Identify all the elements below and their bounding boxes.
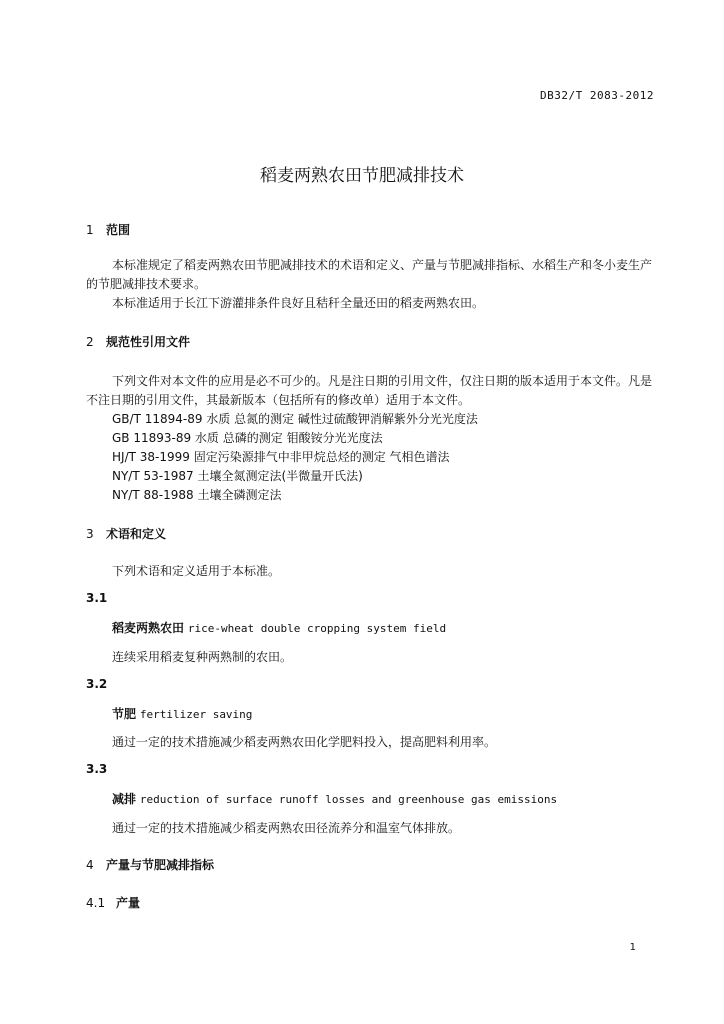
term-definition: 通过一定的技术措施减少稻麦两熟农田径流养分和温室气体排放。 [112, 821, 461, 835]
reference-item: HJ/T 38-1999 固定污染源排气中非甲烷总烃的测定 气相色谱法 [112, 450, 450, 464]
term-chinese: 减排 [112, 792, 137, 806]
section-3-heading [86, 525, 166, 542]
term-number: 3.2 [86, 677, 108, 691]
term-english: fertilizer saving [139, 708, 253, 721]
term-heading [112, 619, 446, 636]
document-title: 稻麦两熟农田节肥减排技术 [260, 166, 464, 186]
reference-item: GB 11893-89 水质 总磷的测定 钼酸铵分光光度法 [112, 431, 383, 445]
section-4-heading [86, 856, 214, 873]
page-number: 1 [629, 942, 636, 953]
reference-item: NY/T 88-1988 土壤全磷测定法 [112, 488, 282, 502]
section-1-heading [86, 221, 130, 238]
term-chinese: 节肥 [112, 707, 137, 721]
section-title: 规范性引用文件 [106, 335, 191, 349]
document-number: DB32/T 2083-2012 [540, 89, 654, 102]
subsection-4-1-heading [86, 894, 140, 911]
term-definition: 连续采用稻麦复种两熟制的农田。 [112, 650, 293, 664]
term-english: rice-wheat double cropping system field [187, 622, 447, 635]
section-title: 产量与节肥减排指标 [106, 858, 215, 872]
term-definition: 通过一定的技术措施减少稻麦两熟农田化学肥料投入，提高肥料利用率。 [112, 735, 497, 749]
section-title: 范围 [106, 223, 131, 237]
subsection-number: 4.1 [86, 896, 106, 910]
reference-item: NY/T 53-1987 土壤全氮测定法(半微量开氏法) [112, 469, 363, 483]
terms-intro: 下列术语和定义适用于本标准。 [112, 564, 281, 578]
term-number: 3.3 [86, 762, 108, 776]
section-number: 2 [86, 335, 94, 349]
term-number: 3.1 [86, 591, 108, 605]
term-chinese: 稻麦两熟农田 [112, 621, 185, 635]
section-number: 1 [86, 223, 94, 237]
scope-paragraph-2: 本标准适用于长江下游灌排条件良好且秸秆全量还田的稻麦两熟农田。 [112, 296, 485, 310]
subsection-title: 产量 [116, 896, 141, 910]
section-number: 4 [86, 858, 94, 872]
references-intro: 下列文件对本文件的应用是必不可少的。凡是注日期的引用文件，仅注日期的版本适用于本文件。凡是不注日期的引用文件，其最新版本（包括所有的修改单）适用于本文件。 [86, 374, 653, 407]
section-title: 术语和定义 [106, 527, 167, 541]
reference-item: GB/T 11894-89 水质 总氮的测定 碱性过硫酸钾消解紫外分光光度法 [112, 412, 478, 426]
section-2-heading [86, 333, 190, 350]
term-heading [112, 705, 252, 722]
term-heading [112, 790, 557, 807]
section-number: 3 [86, 527, 94, 541]
term-english: reduction of surface runoff losses and greenhouse gas emissions [139, 793, 558, 806]
scope-paragraph-1: 本标准规定了稻麦两熟农田节肥减排技术的术语和定义、产量与节肥减排指标、水稻生产和冬小麦生产的节肥减排技术要求。 [86, 258, 653, 291]
